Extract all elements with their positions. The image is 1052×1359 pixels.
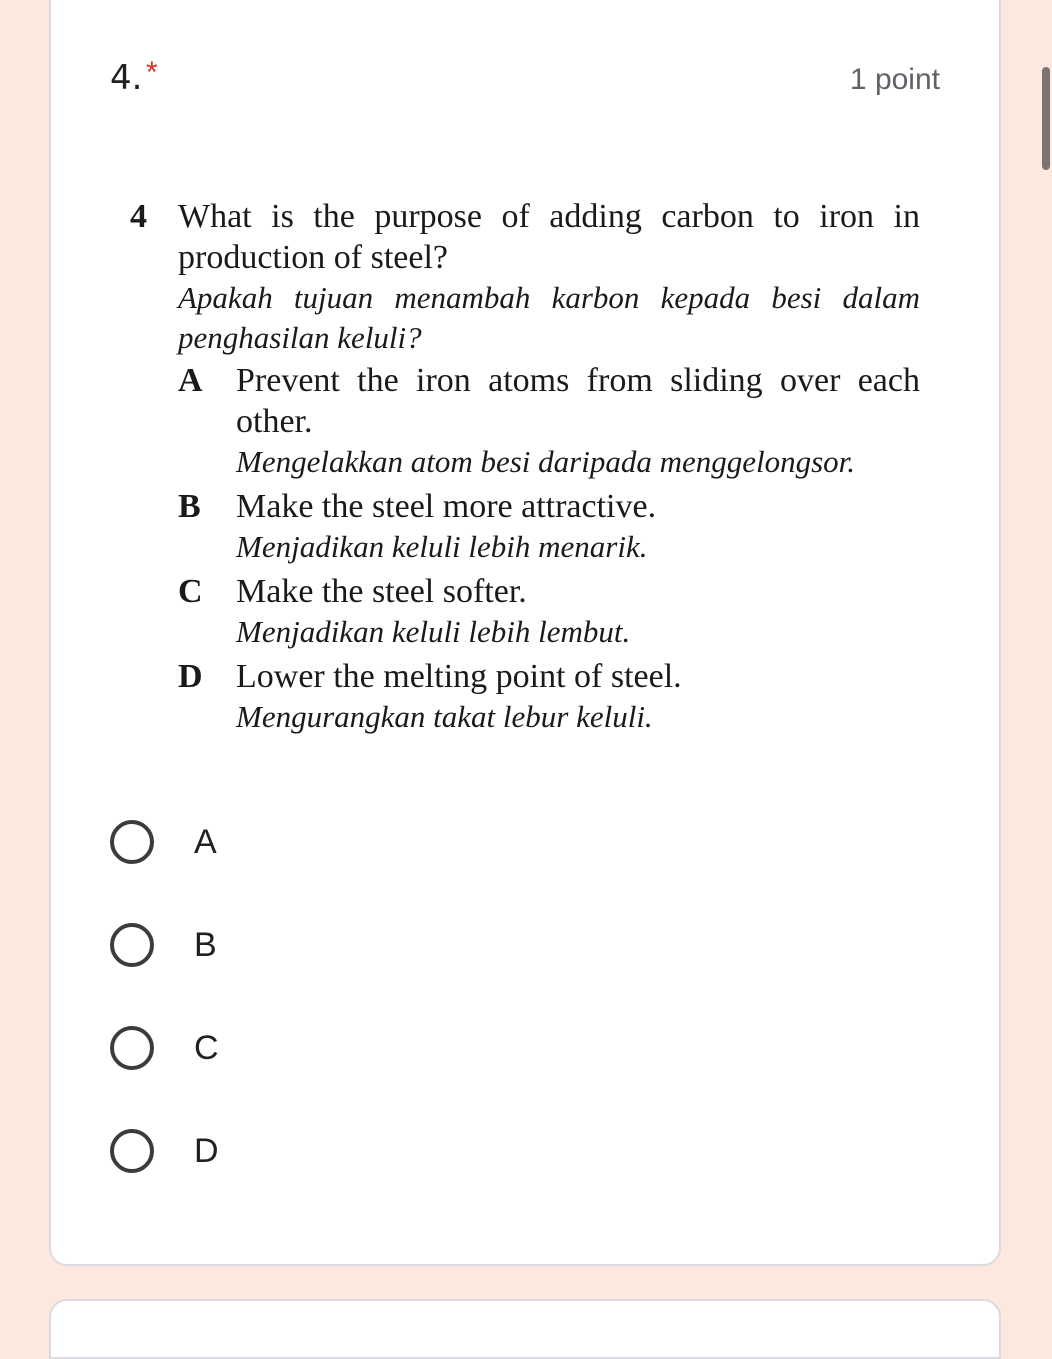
choice-c[interactable] [110, 1026, 219, 1070]
radio-button[interactable] [110, 923, 154, 967]
image-option-english: Lower the melting point of steel. [236, 658, 682, 695]
choice-a[interactable] [110, 820, 217, 864]
scrollbar[interactable] [1042, 67, 1050, 170]
image-option-letter: A [178, 362, 203, 399]
next-question-card [49, 1299, 1001, 1359]
image-option-malay: Menjadikan keluli lebih menarik. [236, 529, 648, 564]
image-option [178, 486, 920, 527]
required-marker: * [146, 56, 158, 89]
question-image [130, 196, 920, 741]
choice-b[interactable] [110, 923, 217, 967]
points-label: 1 point [849, 63, 940, 96]
image-option-malay: Mengelakkan atom besi daripada menggelongsor. [236, 444, 856, 479]
image-option-english: Make the steel more attractive. [236, 488, 657, 525]
image-option [178, 656, 920, 697]
choice-label: A [194, 822, 217, 861]
image-option-english: Prevent the iron atoms from sliding over each other. [236, 362, 920, 440]
radio-button[interactable] [110, 820, 154, 864]
radio-button[interactable] [110, 1026, 154, 1070]
question-number: 4. [110, 58, 143, 98]
question-stem [130, 196, 920, 278]
choice-label: D [194, 1131, 219, 1170]
choice-label: B [194, 925, 217, 964]
image-option [178, 571, 920, 612]
choice-label: C [194, 1028, 219, 1067]
image-option-english: Make the steel softer. [236, 573, 527, 610]
stem-english: What is the purpose of adding carbon to iron in production of steel? [178, 198, 920, 276]
image-option-malay: Menjadikan keluli lebih lembut. [236, 614, 631, 649]
image-option [178, 360, 920, 442]
stem-malay: Apakah tujuan menambah karbon kepada besi dalam penghasilan keluli? [178, 280, 920, 355]
image-option-letter: D [178, 658, 203, 695]
stem-number: 4 [130, 198, 147, 235]
image-option-letter: C [178, 573, 203, 610]
image-option-letter: B [178, 488, 201, 525]
radio-button[interactable] [110, 1129, 154, 1173]
choice-d[interactable] [110, 1129, 219, 1173]
image-option-malay: Mengurangkan takat lebur keluli. [236, 699, 653, 734]
